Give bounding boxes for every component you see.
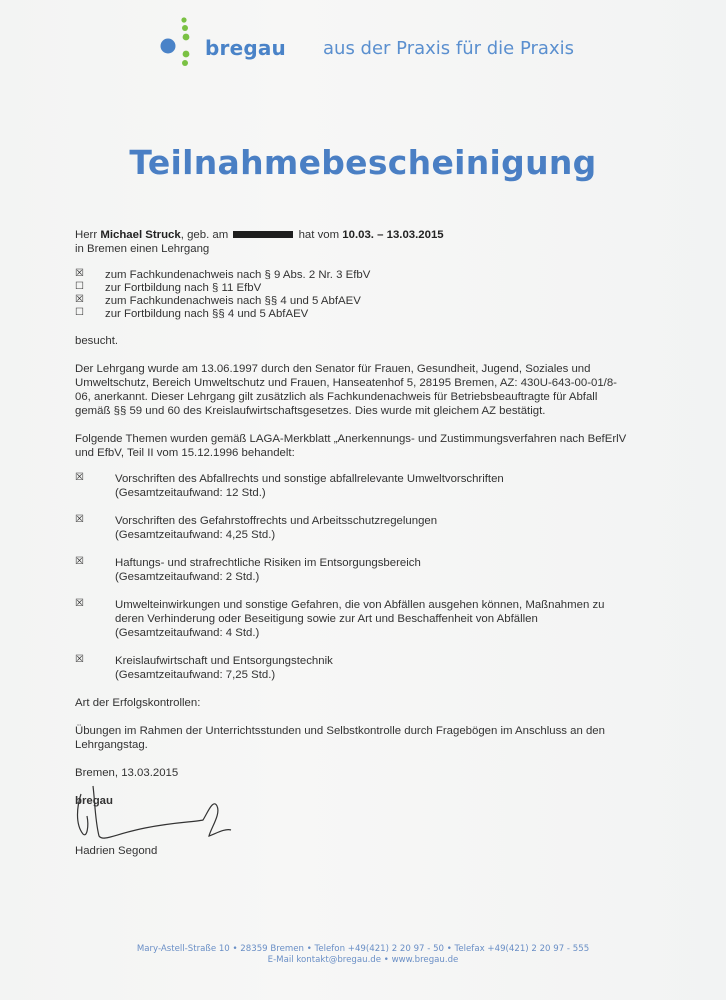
list-item: ☒ Vorschriften des Gefahrstoffrechts und Arbeitsschutzregelungen (Gesamtzeitaufwand: 4,25 Std.)	[75, 514, 438, 541]
checkbox-icon: ☐	[75, 307, 84, 318]
signature-org: bregau	[75, 795, 113, 807]
list-item: ☒ Kreislaufwirtschaft und Entsorgungstechnik (Gesamtzeitaufwand: 7,25 Std.)	[75, 654, 333, 681]
participant-name: Michael Struck	[100, 229, 181, 241]
topics-intro: Folgende Themen wurden gemäß LAGA-Merkblatt „Anerkennungs- und Zustimmungsverfahren nach BefErlV und EfbV, Teil II vom 15.12.1996 behandelt:	[75, 433, 627, 459]
slogan: aus der Praxis für die Praxis	[323, 38, 574, 59]
checkbox-icon: ☒	[75, 514, 84, 525]
course-purpose-list	[75, 268, 630, 320]
checkbox-icon: ☐	[75, 281, 84, 292]
checkbox-icon: ☒	[75, 294, 84, 305]
intro-line: Herr Michael Struck, geb. am hat vom 10.03. – 13.03.2015	[75, 229, 444, 241]
redacted-birthdate	[233, 231, 293, 238]
list-item: ☒ zum Fachkundenachweis nach § 9 Abs. 2 Nr. 3 EfbV	[75, 268, 371, 281]
course-period: 10.03. – 13.03.2015	[342, 229, 444, 241]
control-heading: Art der Erfolgskontrollen:	[75, 697, 201, 709]
certificate-body	[75, 228, 630, 808]
control-text: Übungen im Rahmen der Unterrichtsstunden und Selbstkontrolle durch Fragebögen im Anschluss an den Lehrgangstag.	[75, 725, 605, 751]
footer	[0, 944, 726, 966]
signer-name: Hadrien Segond	[75, 845, 158, 857]
list-item: ☒ Vorschriften des Abfallrechts und sonstige abfallrelevante Umweltvorschriften (Gesamtzeitaufwand: 12 Std.)	[75, 472, 504, 499]
list-item: ☒ Haftungs- und strafrechtliche Risiken im Entsorgungsbereich (Gesamtzeitaufwand: 2 Std.)	[75, 556, 421, 583]
visited-text: besucht.	[75, 335, 119, 347]
handwritten-signature	[75, 776, 235, 846]
recognition-paragraph: Der Lehrgang wurde am 13.06.1997 durch den Senator für Frauen, Gesundheit, Jugend, Soziales und Umweltschutz, Bereich Umweltschutz und Frauen, Hanseatenhof 5, 28195 Bremen, AZ: 430U-643-00-01/8-06, anerkannt. Dieser Lehrgang gilt zusätzlich als Fachkundenachweis für Betriebsbeauftragte für Abfall gemäß §§ 59 und 60 des Kreislaufwirtschaftsgesetzes. Dies wurde mit gleichem AZ bestätigt.	[75, 363, 617, 417]
intro-line-2: in Bremen einen Lehrgang	[75, 243, 210, 255]
logo-wordmark: bregau	[205, 36, 286, 60]
topics-list	[75, 472, 630, 682]
checkbox-icon: ☒	[75, 556, 84, 567]
place-date: Bremen, 13.03.2015	[75, 767, 179, 779]
footer-contact: E-Mail kontakt@bregau.de • www.bregau.de	[267, 955, 459, 965]
footer-address: Mary-Astell-Straße 10 • 28359 Bremen • Telefon +49(421) 2 20 97 - 50 • Telefax +49(421) 2 20 97 - 555	[136, 944, 590, 954]
list-item: ☒ zum Fachkundenachweis nach §§ 4 und 5 AbfAEV	[75, 294, 361, 307]
list-item: ☐ zur Fortbildung nach § 11 EfbV	[75, 281, 262, 294]
checkbox-icon: ☒	[75, 654, 84, 665]
checkbox-icon: ☒	[75, 598, 84, 609]
checkbox-icon: ☒	[75, 472, 84, 483]
list-item: ☐ zur Fortbildung nach §§ 4 und 5 AbfAEV	[75, 307, 309, 320]
checkbox-icon: ☒	[75, 268, 84, 279]
list-item: ☒ Umwelteinwirkungen und sonstige Gefahren, die von Abfällen ausgehen können, Maßnahmen zu deren Verhinderung oder Beseitigung sowie zur Art und Beschaffenheit von Abfällen (Gesamtzeitaufwand: 4 Std.)	[75, 598, 605, 639]
page-title: Teilnahmebescheinigung	[129, 143, 597, 182]
